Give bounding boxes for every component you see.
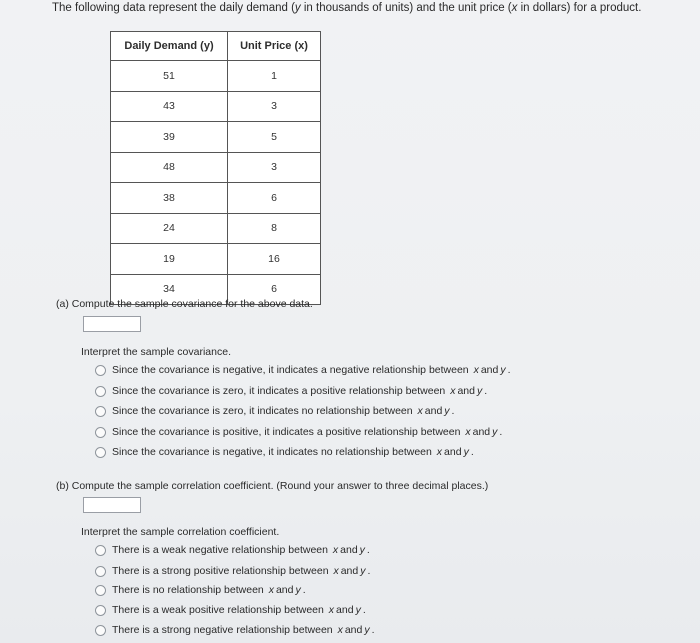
table-row xyxy=(111,91,321,122)
table-row xyxy=(111,61,321,92)
radio-button[interactable] xyxy=(95,605,106,616)
correlation-option-5[interactable]: There is a strong negative relationship between x and y . xyxy=(95,622,375,638)
covariance-option-4[interactable]: Since the covariance is positive, it indicates a positive relationship between x and y . xyxy=(95,424,502,440)
covariance-option-3[interactable]: Since the covariance is zero, it indicates no relationship between x and y . xyxy=(95,403,454,419)
demand-cell: 39 xyxy=(111,122,228,153)
correlation-option-1[interactable]: There is a weak negative relationship between x and y . xyxy=(95,542,370,558)
table-row xyxy=(111,213,321,244)
price-cell: 3 xyxy=(228,91,321,122)
price-cell: 5 xyxy=(228,122,321,153)
table-row xyxy=(111,152,321,183)
demand-cell: 51 xyxy=(111,61,228,92)
radio-button[interactable] xyxy=(95,386,106,397)
data-table xyxy=(110,31,321,305)
header-daily-demand: Daily Demand (y) xyxy=(111,32,228,61)
demand-cell: 43 xyxy=(111,91,228,122)
table-row xyxy=(111,244,321,275)
part-a-question: (a) Compute the sample covariance for the above data. xyxy=(56,298,313,310)
correlation-option-4[interactable]: There is a weak positive relationship between x and y . xyxy=(95,602,366,618)
price-cell: 3 xyxy=(228,152,321,183)
intro-y-var: y xyxy=(294,2,301,14)
radio-button[interactable] xyxy=(95,447,106,458)
price-cell: 6 xyxy=(228,183,321,214)
table-row xyxy=(111,183,321,214)
header-unit-price: Unit Price (x) xyxy=(228,32,321,61)
table-header-row xyxy=(111,32,321,61)
intro-text-1: The following data represent the daily demand ( xyxy=(52,2,295,14)
intro-x-var: x xyxy=(511,2,518,14)
part-b-question: (b) Compute the sample correlation coefficient. (Round your answer to three decimal places.) xyxy=(56,480,489,492)
covariance-answer-input[interactable] xyxy=(83,316,141,332)
price-cell: 16 xyxy=(228,244,321,275)
part-a-interpret-label: Interpret the sample covariance. xyxy=(81,346,231,358)
price-cell: 6 xyxy=(228,274,321,305)
radio-button[interactable] xyxy=(95,566,106,577)
demand-cell: 24 xyxy=(111,213,228,244)
correlation-answer-input[interactable] xyxy=(83,497,141,513)
price-cell: 8 xyxy=(228,213,321,244)
price-cell: 1 xyxy=(228,61,321,92)
radio-button[interactable] xyxy=(95,585,106,596)
problem-statement xyxy=(52,1,641,15)
radio-button[interactable] xyxy=(95,406,106,417)
radio-button[interactable] xyxy=(95,427,106,438)
radio-button[interactable] xyxy=(95,625,106,636)
demand-cell: 38 xyxy=(111,183,228,214)
radio-button[interactable] xyxy=(95,365,106,376)
table-row xyxy=(111,122,321,153)
correlation-option-2[interactable]: There is a strong positive relationship between x and y . xyxy=(95,563,370,579)
covariance-option-2[interactable]: Since the covariance is zero, it indicates a positive relationship between x and y . xyxy=(95,383,487,399)
covariance-option-5[interactable]: Since the covariance is negative, it indicates no relationship between x and y . xyxy=(95,444,474,460)
intro-text-3: in dollars) for a product. xyxy=(517,2,642,14)
radio-button[interactable] xyxy=(95,545,106,556)
correlation-option-3[interactable]: There is no relationship between x and y . xyxy=(95,582,306,598)
demand-cell: 48 xyxy=(111,152,228,183)
intro-text-2: in thousands of units) and the unit price ( xyxy=(300,2,512,14)
part-b-interpret-label: Interpret the sample correlation coefficient. xyxy=(81,526,280,538)
demand-cell: 19 xyxy=(111,244,228,275)
covariance-option-1[interactable]: Since the covariance is negative, it indicates a negative relationship between x and y . xyxy=(95,362,511,378)
demand-cell: 34 xyxy=(111,274,228,305)
